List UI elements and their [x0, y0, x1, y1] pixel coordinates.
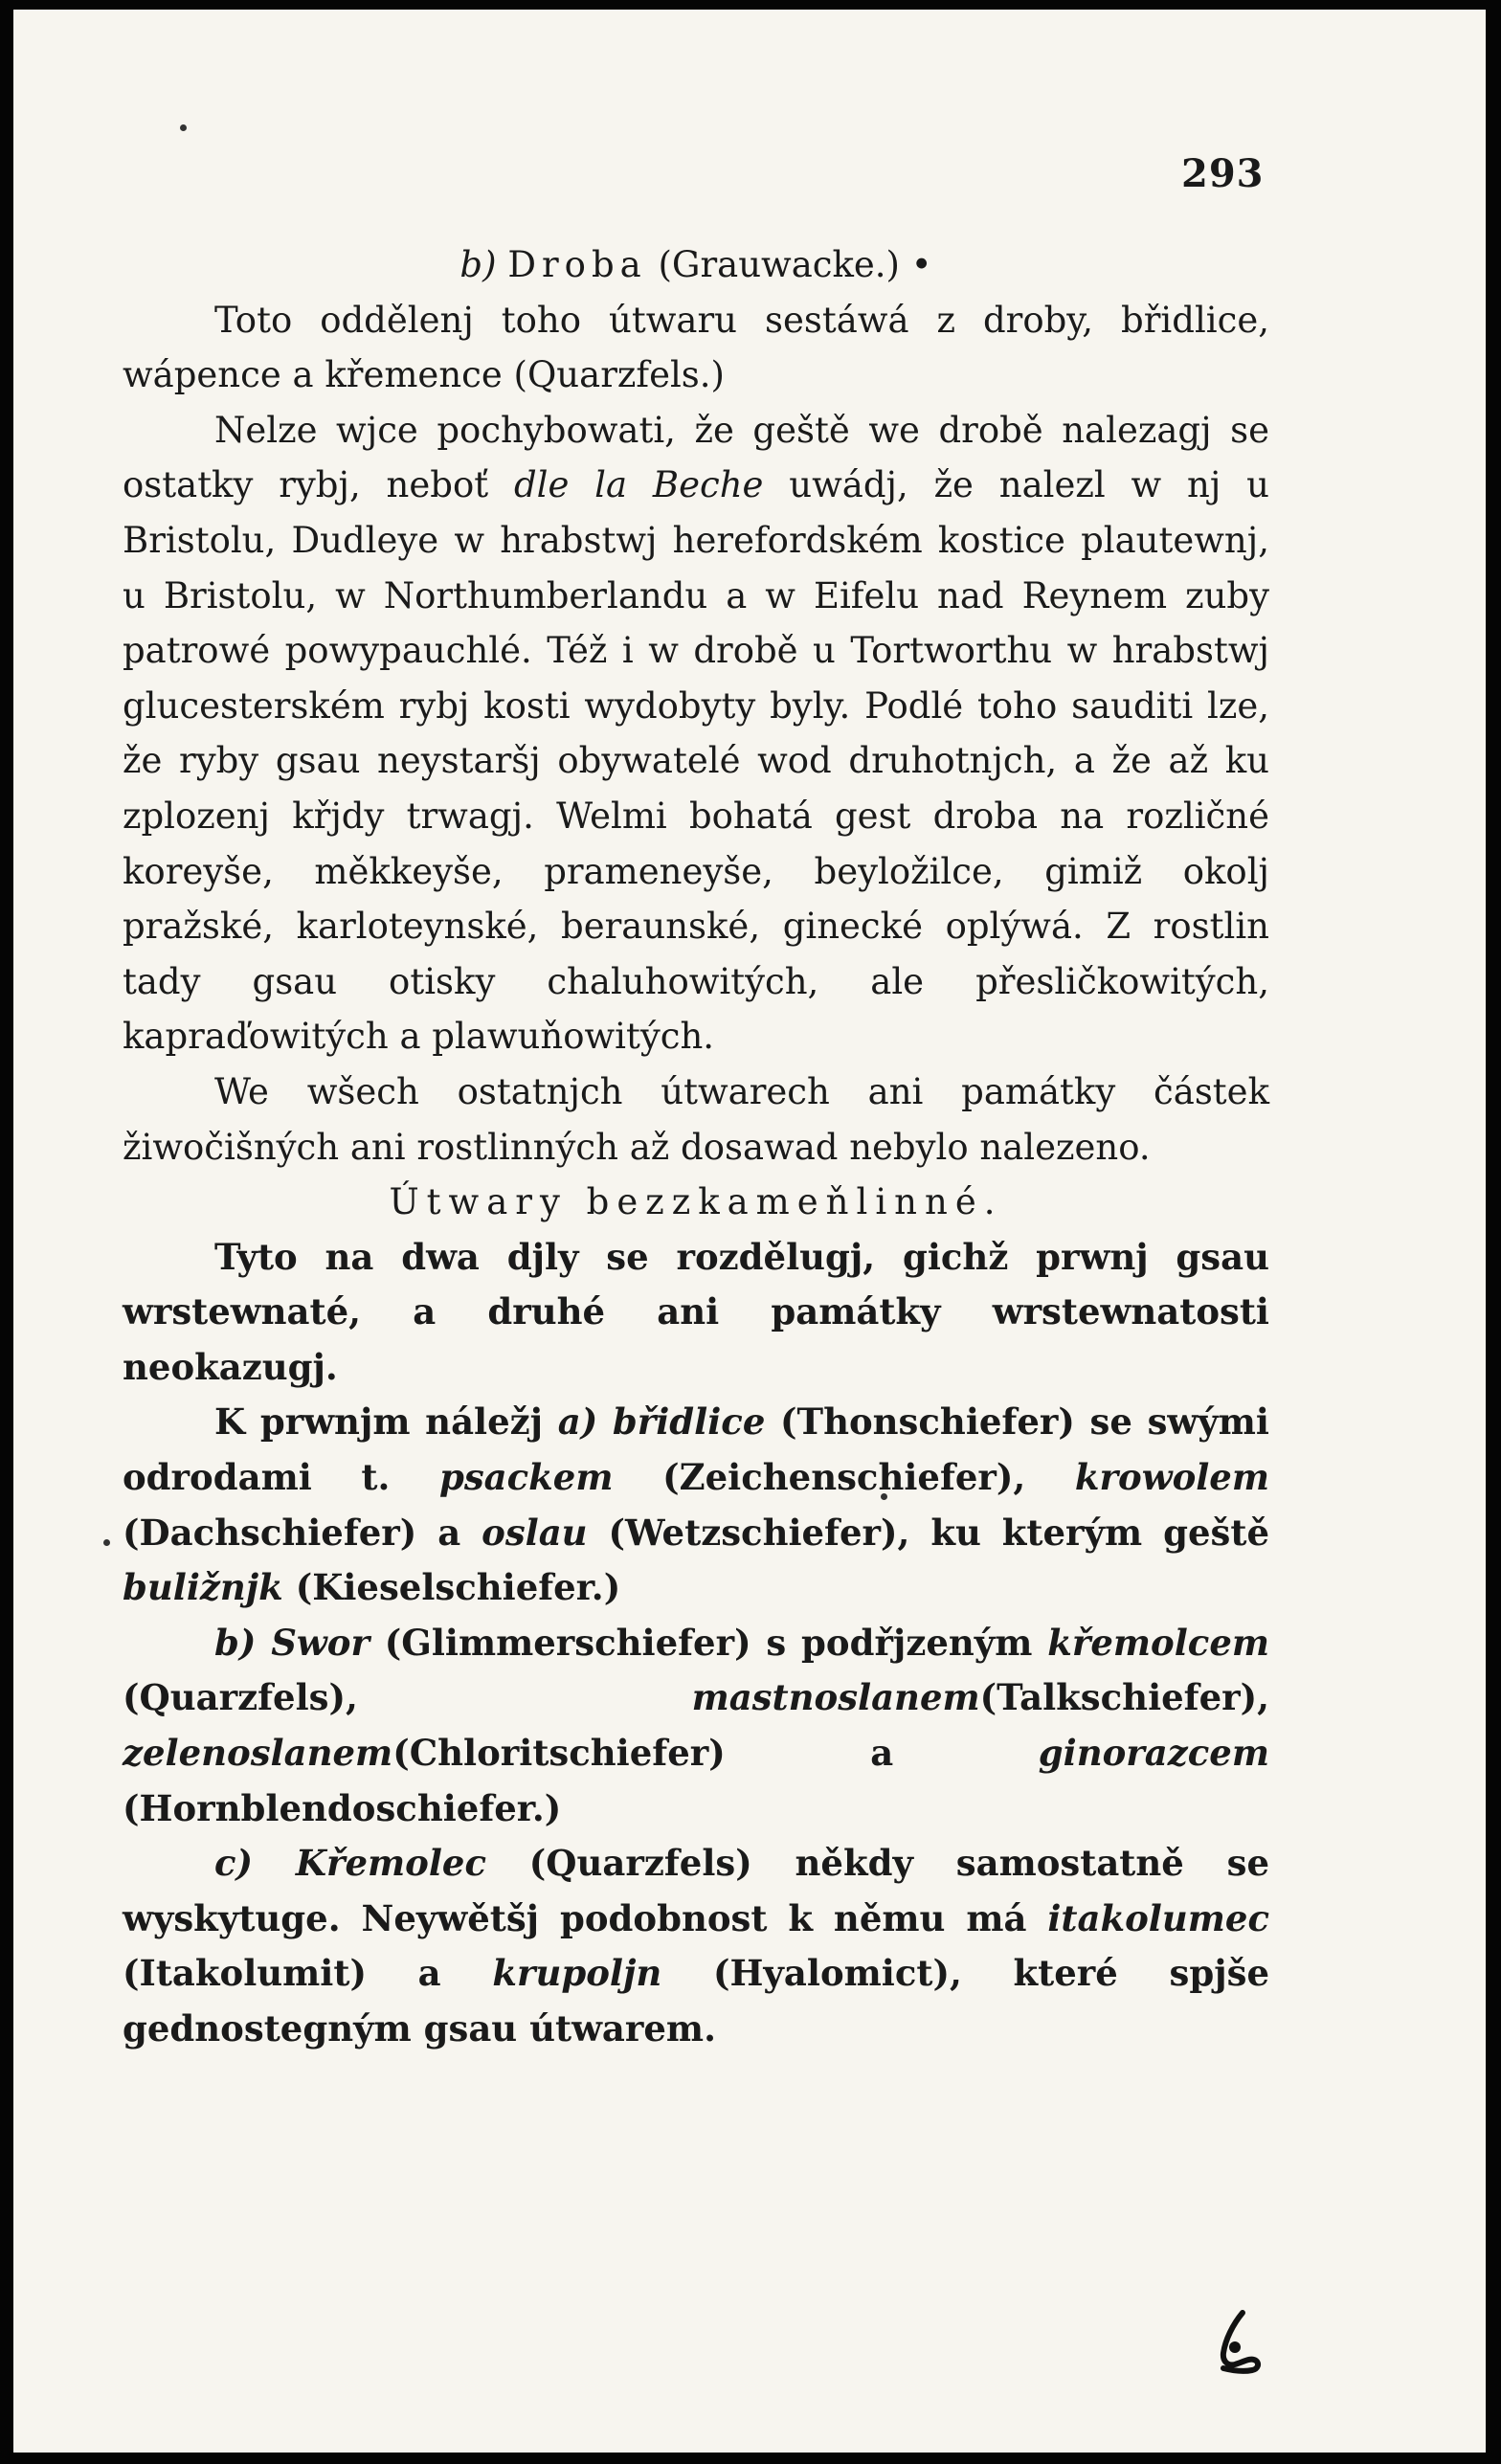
paragraph-text: (Dachschiefer) a: [123, 1511, 482, 1554]
term: mastnoslanem: [691, 1676, 980, 1719]
term: krupoljn: [492, 1952, 662, 1995]
paragraph-text: uwádj, že nalezl w nj u Bristolu, Dudleye w hrabstwj herefordském kostice plautewnj, u Bristolu, w Northumberlandu a w Eifelu nad Reynem zuby patrowé powypauchlé. Též i w drobě u Tortworthu w hrabstwj glucesterském rybj kosti wydobyty byly. Podlé toho sauditi lze, že ryby gsau neystaršj obywatelé wod druhotnjch, a že až ku zplozenj křjdy trwagj. Welmi bohatá gest droba na rozličné koreyše, měkkeyše, prameneyše, beyložilce, gimiž okolj pražské, karloteynské, beraunské, ginecké oplýwá. Z rostlin tady gsau otisky chaluhowitých, ale přesličkowitých, kapraďowitých a plawuňowitých.: [123, 464, 1270, 1058]
paragraph: [123, 403, 1269, 1064]
paragraph-text: (Talkschiefer),: [979, 1676, 1269, 1719]
term: oslau: [482, 1511, 588, 1554]
term: Křemolec: [253, 1842, 486, 1885]
paragraph-text: (Chloritschiefer) a: [392, 1732, 1039, 1775]
paragraph: Tyto na dwa djly se rozdělugj, gichž prwnj gsau wrstewnaté, a druhé ani památky wrstewnatosti neokazugj.: [123, 1235, 1269, 1388]
bold-section: [123, 1230, 1269, 2057]
term: zelenoslanem: [123, 1732, 393, 1775]
subsection-title: Droba: [507, 244, 647, 285]
term: Swor: [256, 1621, 370, 1664]
paragraph: We wšech ostatnjch útwarech ani památky částek žiwočišných ani rostlinných až dosawad nebylo nalezeno.: [123, 1070, 1269, 1168]
ink-mark-icon: [1214, 2309, 1267, 2376]
speck-mark: [180, 124, 187, 131]
scan-border-bottom: [0, 2453, 1501, 2464]
subsection-letter: b): [459, 244, 497, 285]
page-number: 293: [1181, 151, 1265, 196]
subsection-german: (Grauwacke.) •: [658, 244, 932, 285]
paragraph-text: (Zeichenschiefer),: [613, 1456, 1075, 1499]
term: itakolumec: [1047, 1896, 1269, 1939]
subsection-heading: [123, 237, 1269, 293]
term: buližnjk: [123, 1566, 283, 1609]
term: krowolem: [1074, 1456, 1269, 1499]
paragraph-text: K prwnjm náležj: [214, 1400, 558, 1444]
paragraph-text: (Quarzfels) někdy samostatně se wyskytuge. Neywětšj podobnost k němu má: [123, 1842, 1269, 1939]
term: břidlice: [597, 1400, 766, 1444]
list-letter: a): [557, 1400, 598, 1444]
paragraph-text: (Hyalomict), které spjše gednostegným gsau útwarem.: [123, 1952, 1269, 2050]
paragraph-text: (Hornblendoschiefer.): [123, 1786, 562, 1829]
list-letter: b): [214, 1621, 257, 1664]
section-title: Útwary bezzkameňlinné.: [389, 1181, 1003, 1223]
list-letter: c): [214, 1842, 254, 1885]
page-body: [123, 237, 1269, 2057]
paragraph-text: Nelze wjce pochybowati, že geště we drobě nalezagj se ostatky rybj, neboť: [123, 409, 1269, 506]
term: křemolcem: [1047, 1621, 1270, 1664]
paragraph-text: (Glimmerschiefer) s podřjzeným: [369, 1621, 1048, 1664]
term: ginorazcem: [1038, 1732, 1269, 1775]
scan-border-left: [0, 0, 13, 2464]
paragraph: [123, 1836, 1269, 2056]
paragraph-text: (Thonschiefer) se swými odrodami t.: [123, 1400, 1269, 1499]
paragraph: [123, 1395, 1269, 1615]
paragraph-text: (Kieselschiefer.): [282, 1566, 621, 1609]
paragraph-text: (Quarzfels),: [123, 1676, 692, 1719]
paragraph-text: (Itakolumit) a: [123, 1952, 493, 1995]
term: psackem: [438, 1456, 614, 1499]
speck-mark: [103, 1539, 110, 1546]
author-reference: dle la Beche: [513, 464, 764, 506]
scan-border-right: [1486, 0, 1501, 2464]
paragraph-text: (Wetzschiefer), ku kterým geště: [587, 1511, 1269, 1554]
paragraph: [123, 1616, 1269, 1836]
paragraph: Toto oddělenj toho útwaru sestáwá z droby, břidlice, wápence a křemence (Quarzfels.): [123, 299, 1269, 396]
scan-border-top: [0, 0, 1501, 10]
